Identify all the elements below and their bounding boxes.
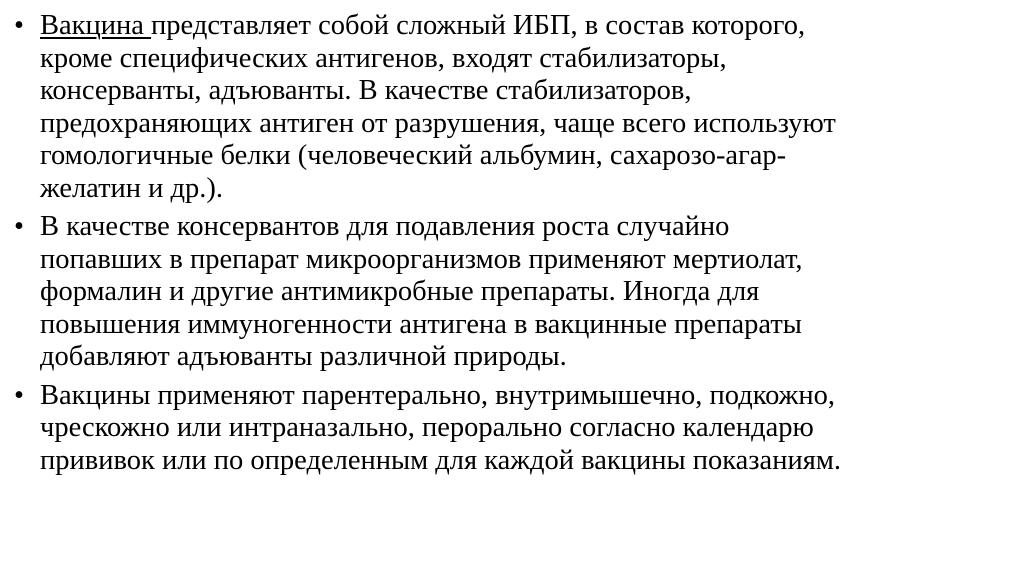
bullet-item-preservatives	[14, 211, 1014, 374]
text-line-content: представляет собой сложный ИБП, в состав которого,	[151, 10, 806, 41]
text-line: формалин и другие антимикробные препараты. Иногда для	[40, 276, 760, 307]
bullet-item-administration	[14, 380, 1014, 478]
text-line: попавших в препарат микроорганизмов применяют мертиолат,	[40, 243, 803, 275]
paragraph-text	[40, 211, 1014, 374]
text-line: консерванты, адъюванты. В качестве стабилизаторов,	[40, 75, 692, 106]
text-line: желатин и др.).	[40, 172, 224, 204]
underlined-term: Вакцина	[40, 10, 152, 41]
text-line: Вакцины применяют парентерально, внутримышечно, подкожно,	[40, 379, 835, 411]
text-line: повышения иммуногенности антигена в вакцинные препараты	[40, 308, 802, 340]
bullet-item-vaccine-composition	[14, 10, 1014, 205]
paragraph-text	[40, 380, 1014, 478]
text-line: добавляют адъюванты различной природы.	[40, 341, 567, 372]
bullet-icon: •	[14, 379, 24, 411]
text-line	[40, 10, 1014, 43]
text-line: В качестве консервантов для подавления роста случайно	[40, 211, 730, 242]
bullet-list	[14, 10, 1014, 477]
text-line: чрескожно или интраназально, перорально согласно календарю	[40, 412, 814, 443]
text-line: кроме специфических антигенов, входят стабилизаторы,	[40, 42, 727, 74]
text-line: гомологичные белки (человеческий альбумин, сахарозо-агар-	[40, 140, 787, 171]
text-line: предохраняющих антиген от разрушения, чаще всего используют	[40, 107, 836, 139]
bullet-icon: •	[14, 10, 24, 41]
paragraph-text	[40, 10, 1014, 205]
text-line: прививок или по определенным для каждой вакцины показаниям.	[40, 444, 841, 476]
bullet-icon: •	[14, 211, 24, 242]
